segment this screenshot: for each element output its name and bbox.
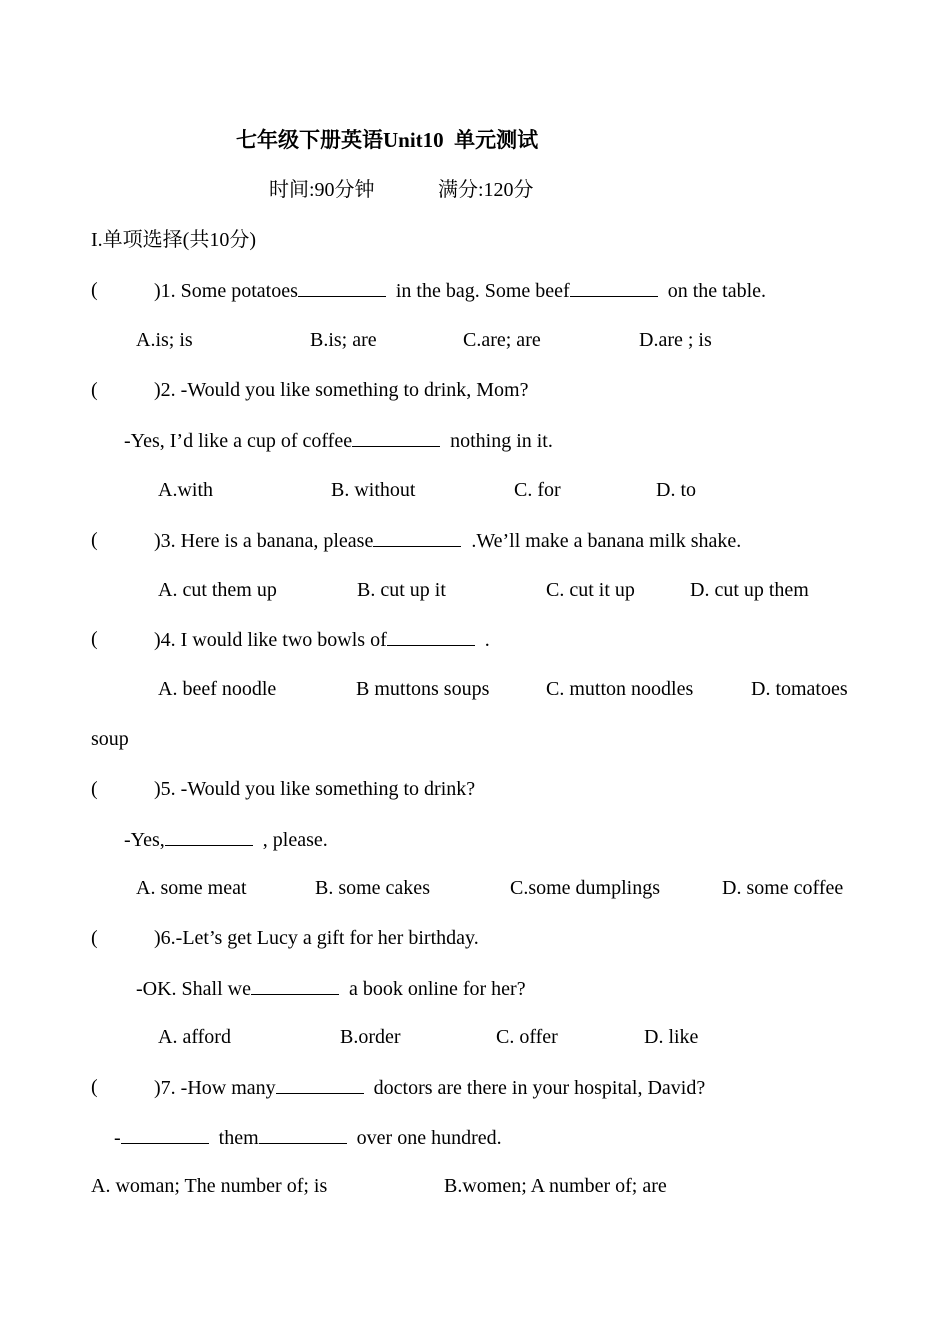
exam-time: 时间:90分钟 <box>269 179 375 201</box>
option-d: D. cut up them <box>690 579 809 601</box>
option-a: A.with <box>158 479 213 501</box>
option-c: C. mutton noodles <box>546 678 694 700</box>
question-2: )2. -Would you like something to drink, Mom? <box>154 379 529 401</box>
option-c: C.are; are <box>463 329 541 351</box>
option-d-continuation: soup <box>91 728 129 750</box>
question-3-paren: ( <box>91 529 98 551</box>
question-4: )4. I would like two bowls of . <box>154 629 490 651</box>
answer-blank[interactable] <box>276 1075 364 1094</box>
option-c: C. offer <box>496 1026 558 1048</box>
option-a: A. cut them up <box>158 579 277 601</box>
answer-blank[interactable] <box>570 278 658 297</box>
option-b: B. without <box>331 479 416 501</box>
question-7-response: - them over one hundred. <box>114 1127 502 1149</box>
question-6-paren: ( <box>91 927 98 949</box>
option-a: A. afford <box>158 1026 231 1048</box>
option-c: C.some dumplings <box>510 877 661 899</box>
page-title: 七年级下册英语Unit10 单元测试 <box>236 128 539 152</box>
question-2-paren: ( <box>91 379 98 401</box>
question-5-paren: ( <box>91 778 98 800</box>
question-1: )1. Some potatoes in the bag. Some beef on the table. <box>154 280 767 302</box>
option-c: C. cut it up <box>546 579 635 601</box>
question-3: )3. Here is a banana, please .We’ll make a banana milk shake. <box>154 530 742 552</box>
option-c: C. for <box>514 479 561 501</box>
section-heading: I.单项选择(共10分) <box>91 229 256 251</box>
question-6: )6.-Let’s get Lucy a gift for her birthday. <box>154 927 479 949</box>
answer-blank[interactable] <box>387 627 475 646</box>
exam-full-score: 满分:120分 <box>438 179 534 201</box>
question-1-paren: ( <box>91 279 98 301</box>
option-a: A. woman; The number of; is <box>91 1175 328 1197</box>
question-4-paren: ( <box>91 628 98 650</box>
question-6-response: -OK. Shall we a book online for her? <box>136 978 526 1000</box>
answer-blank[interactable] <box>373 528 461 547</box>
answer-blank[interactable] <box>259 1125 347 1144</box>
option-d: D. to <box>656 479 696 501</box>
option-b: B muttons soups <box>356 678 490 700</box>
answer-blank[interactable] <box>121 1125 209 1144</box>
answer-blank[interactable] <box>352 428 440 447</box>
option-d: D.are ; is <box>639 329 712 351</box>
option-d: D. tomatoes <box>751 678 848 700</box>
option-b: B.women; A number of; are <box>444 1175 667 1197</box>
option-a: A. some meat <box>136 877 247 899</box>
answer-blank[interactable] <box>165 827 253 846</box>
option-a: A.is; is <box>136 329 193 351</box>
question-5-response: -Yes, , please. <box>124 829 328 851</box>
question-2-response: -Yes, I’d like a cup of coffee nothing in it. <box>124 430 553 452</box>
question-5: )5. -Would you like something to drink? <box>154 778 476 800</box>
option-a: A. beef noodle <box>158 678 277 700</box>
option-b: B.is; are <box>310 329 377 351</box>
option-b: B. cut up it <box>357 579 446 601</box>
option-b: B. some cakes <box>315 877 430 899</box>
option-b: B.order <box>340 1026 401 1048</box>
answer-blank[interactable] <box>251 976 339 995</box>
question-7: )7. -How many doctors are there in your hospital, David? <box>154 1077 706 1099</box>
answer-blank[interactable] <box>298 278 386 297</box>
question-7-paren: ( <box>91 1076 98 1098</box>
option-d: D. like <box>644 1026 699 1048</box>
option-d: D. some coffee <box>722 877 844 899</box>
